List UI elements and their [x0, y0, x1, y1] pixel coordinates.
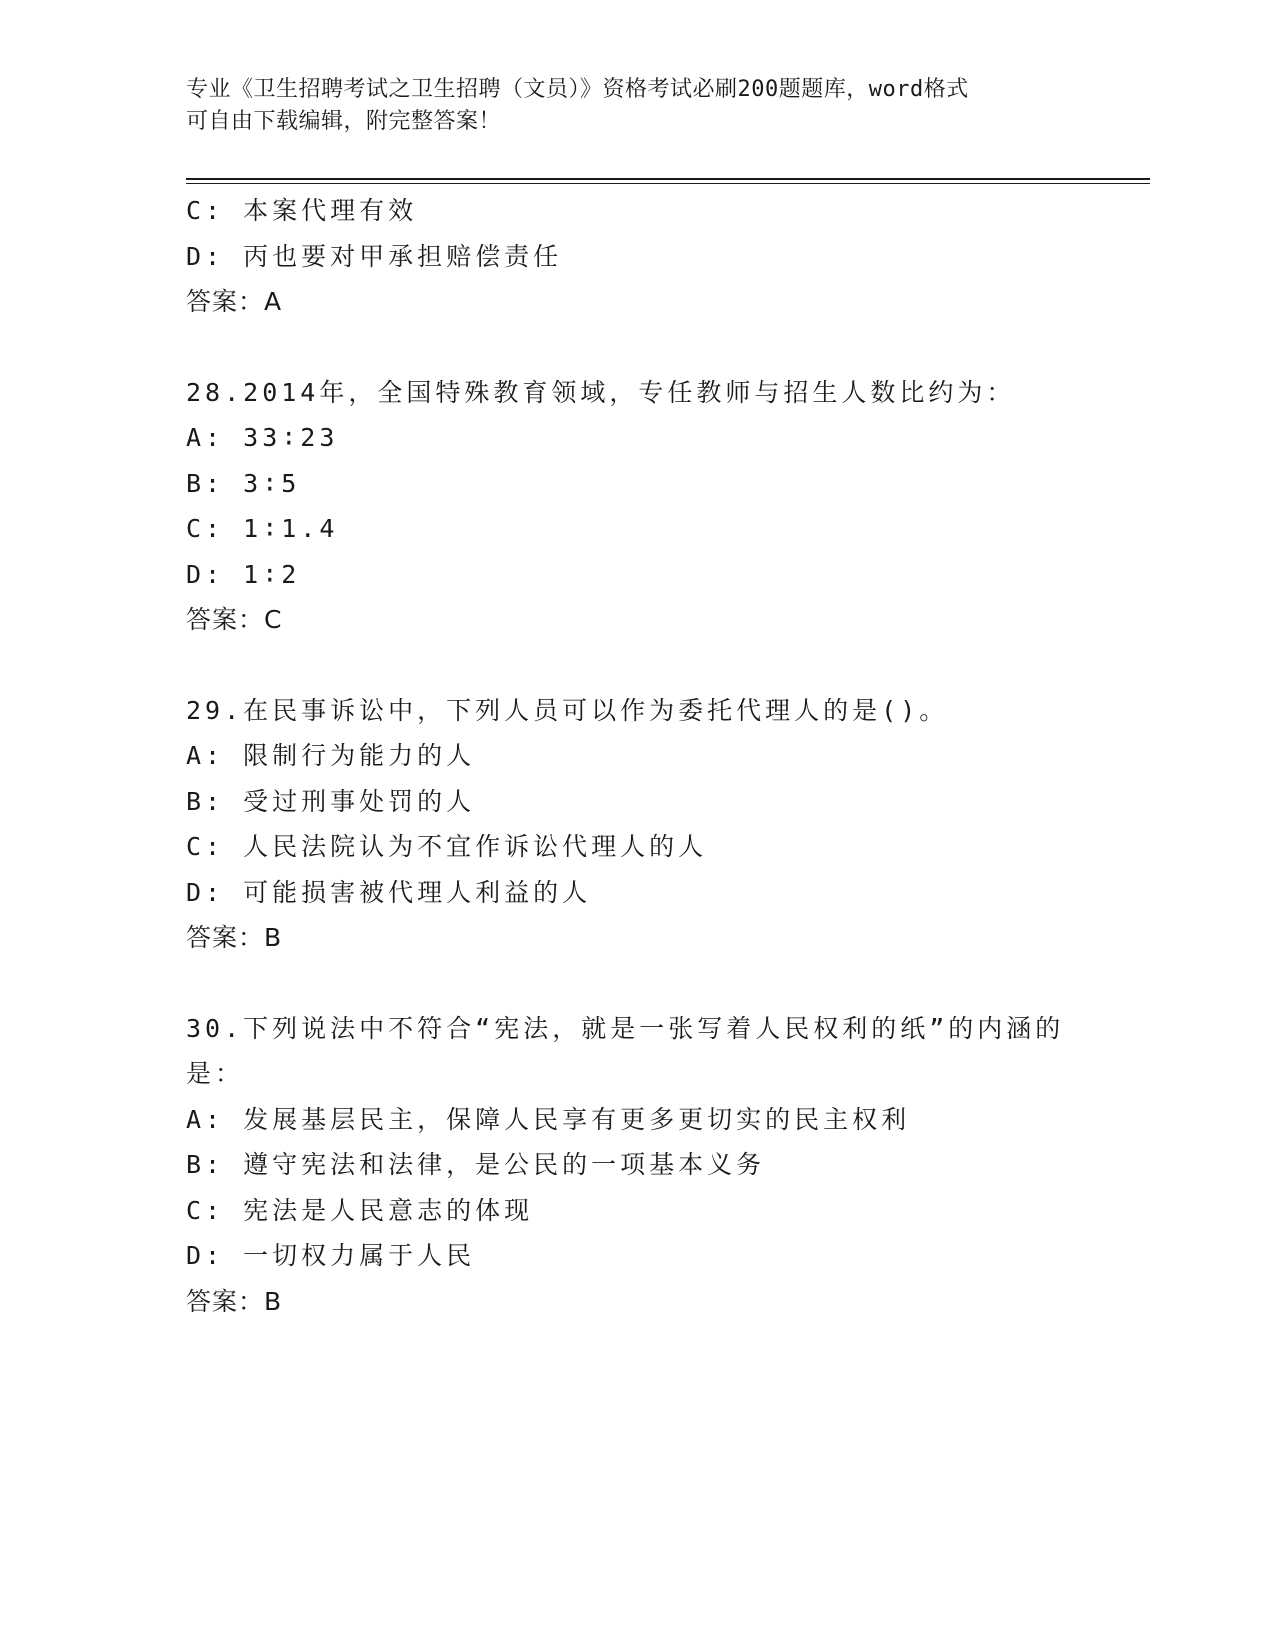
- option-c: C: 宪法是人民意志的体现: [186, 1195, 534, 1225]
- answer-line: 答案：C: [186, 605, 283, 634]
- question-block-30: [186, 1006, 1086, 1325]
- header-divider-thick: [186, 178, 1150, 180]
- answer-line: 答案：A: [186, 287, 283, 316]
- option-c: C: 1∶1.4: [186, 514, 339, 543]
- header-title-line-2: 可自由下载编辑，附完整答案！: [186, 109, 502, 134]
- option-a: A: 发展基层民主，保障人民享有更多更切实的民主权利: [186, 1104, 911, 1134]
- header-title-line-1: 专业《卫生招聘考试之卫生招聘（文员）》资格考试必刷200题题库，word格式: [186, 77, 969, 102]
- option-a: A: 限制行为能力的人: [186, 741, 476, 770]
- question-list: [186, 188, 1086, 1324]
- question-stem: 30.下列说法中不符合“宪法，就是一张写着人民权利的纸”的内涵的是：: [186, 1013, 1065, 1088]
- option-d: D: 丙也要对甲承担赔偿责任: [186, 241, 563, 271]
- question-block-27: [186, 188, 1086, 325]
- option-d: D: 一切权力属于人民: [186, 1241, 476, 1270]
- option-c: C: 人民法院认为不宜作诉讼代理人的人: [186, 832, 708, 861]
- header-divider-thin: [186, 183, 1150, 184]
- option-b: B: 遵守宪法和法律，是公民的一项基本义务: [186, 1150, 766, 1179]
- option-d: D: 1∶2: [186, 559, 301, 589]
- answer-line: 答案：B: [186, 923, 283, 952]
- document-header: [186, 74, 1066, 138]
- answer-line: 答案：B: [186, 1286, 283, 1316]
- question-block-29: [186, 688, 1086, 961]
- option-d: D: 可能损害被代理人利益的人: [186, 877, 592, 907]
- option-b: B: 受过刑事处罚的人: [186, 786, 476, 816]
- question-stem: 28.2014年，全国特殊教育领域，专任教师与招生人数比约为：: [186, 377, 1016, 407]
- question-block-28: [186, 370, 1086, 643]
- spacer: [186, 325, 1086, 370]
- question-stem: 29.在民事诉讼中，下列人员可以作为委托代理人的是()。: [186, 695, 949, 725]
- option-a: A: 33∶23: [186, 423, 339, 452]
- option-b: B: 3∶5: [186, 468, 301, 498]
- spacer: [186, 961, 1086, 1006]
- option-c: C: 本案代理有效: [186, 196, 418, 225]
- spacer: [186, 643, 1086, 688]
